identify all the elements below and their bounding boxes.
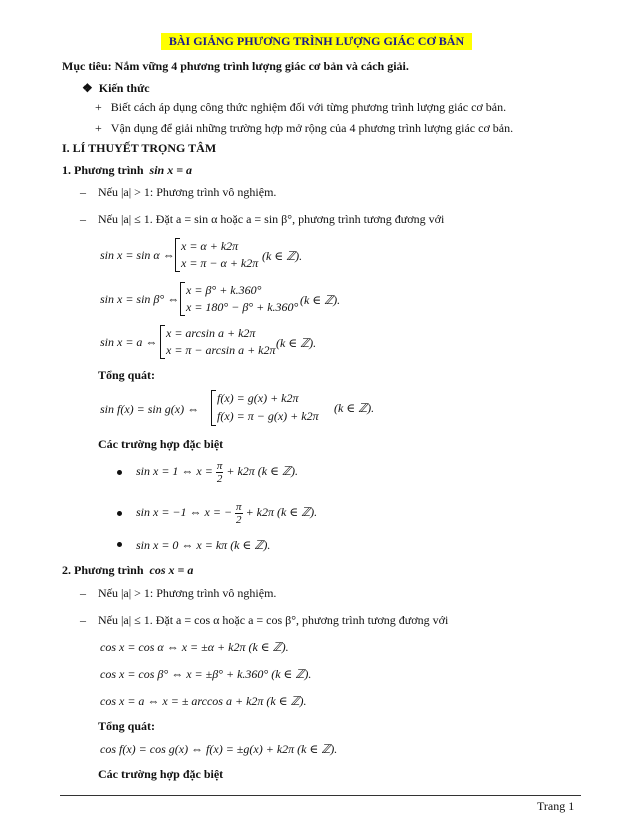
sin-special-2: sin x = −1 ⇔ x = − $\frac{\pi}{2}$ + k2π (k ∈ ℤ). [136, 500, 318, 526]
sin-eq1-lhs: sin x = sin α ⇔ [100, 248, 175, 262]
brace-icon [175, 238, 180, 272]
sin-eq1-k: (k ∈ ℤ). [262, 249, 303, 263]
dash-icon: – [80, 613, 86, 627]
cos-case-1: Nếu |a| > 1: Phương trình vô nghiệm. [98, 586, 277, 600]
sin-general-line2: f(x) = π − g(x) + k2π [217, 409, 319, 423]
cos-case-2: Nếu |a| ≤ 1. Đặt a = cos α hoặc a = cos β°, phương trình tương đương với [98, 613, 449, 627]
brace-icon [160, 325, 165, 359]
sin-special-1: sin x = 1 ⇔ x = $\frac{\pi}{2}$ + k2π (k ∈ ℤ). [136, 459, 298, 485]
dash-icon: – [80, 212, 86, 226]
subsection-heading-cos: 2. Phương trình cos x = a [62, 563, 194, 577]
sin-eq3-lhs: sin x = a ⇔ [100, 335, 158, 349]
sin-eq2-line1: x = β° + k.360° [186, 283, 262, 297]
sin-eq1-line1: x = α + k2π [181, 239, 239, 253]
section-heading-1: I. LÍ THUYẾT TRỌNG TÂM [62, 141, 217, 155]
cos-general-label: Tổng quát: [98, 719, 156, 733]
knowledge-item-1: + Biết cách áp dụng công thức nghiệm đối với từng phương trình lượng giác cơ bản. [95, 100, 507, 114]
knowledge-label: Kiến thức [98, 81, 150, 95]
diamond-bullet-icon: ❖ [82, 81, 93, 95]
objective: Mục tiêu: Nắm vững 4 phương trình lượng giác cơ bản và cách giải. [62, 59, 409, 73]
knowledge-heading [82, 81, 150, 95]
sin-case-1: Nếu |a| > 1: Phương trình vô nghiệm. [98, 185, 277, 199]
sin-eq2-k: (k ∈ ℤ). [300, 293, 341, 307]
cos-eq2: cos x = cos β° ⇔ x = ±β° + k.360° (k ∈ ℤ). [100, 667, 312, 681]
footer-rule [60, 795, 581, 796]
sin-case-2: Nếu |a| ≤ 1. Đặt a = sin α hoặc a = sin β°, phương trình tương đương với [98, 212, 445, 226]
sin-general-k: (k ∈ ℤ). [334, 401, 375, 415]
sin-general-lhs: sin f(x) = sin g(x) ⇔ [100, 402, 200, 416]
fraction: $\frac{\pi}{2}$ [216, 459, 223, 485]
cos-special-label: Các trường hợp đặc biệt [98, 767, 224, 781]
sin-special-3: sin x = 0 ⇔ x = kπ (k ∈ ℤ). [136, 538, 271, 552]
subsection-heading-sin: 1. Phương trình sin x = a [62, 163, 193, 177]
sin-eq2-line2: x = 180° − β° + k.360° [186, 300, 299, 314]
sin-eq2-lhs: sin x = sin β° ⇔ [100, 292, 180, 306]
page-number: Trang 1 [537, 799, 575, 813]
brace-icon [180, 282, 185, 316]
sin-general-label: Tổng quát: [98, 368, 156, 382]
bullet-icon [117, 511, 122, 516]
cos-general: cos f(x) = cos g(x) ⇔ f(x) = ±g(x) + k2π (k ∈ ℤ). [100, 742, 338, 756]
brace-icon [211, 390, 216, 426]
dash-icon: – [80, 185, 86, 199]
cos-eq3: cos x = a ⇔ x = ± arccos a + k2π (k ∈ ℤ). [100, 694, 307, 708]
sin-eq3-line1: x = arcsin a + k2π [166, 326, 256, 340]
dash-icon: – [80, 586, 86, 600]
fraction: $\frac{\pi}{2}$ [236, 500, 242, 526]
bullet-icon [117, 542, 122, 547]
page-title: BÀI GIẢNG PHƯƠNG TRÌNH LƯỢNG GIÁC CƠ BẢN [161, 33, 472, 50]
sin-eq1-line2: x = π − α + k2π [181, 256, 259, 270]
knowledge-item-2: + Vận dụng để giải những trường hợp mở rộng của 4 phương trình lượng giác cơ bản. [95, 121, 514, 135]
sin-eq3-k: (k ∈ ℤ). [276, 336, 317, 350]
bullet-icon [117, 470, 122, 475]
cos-eq1: cos x = cos α ⇔ x = ±α + k2π (k ∈ ℤ). [100, 640, 289, 654]
sin-special-label: Các trường hợp đặc biệt [98, 437, 224, 451]
sin-general-line1: f(x) = g(x) + k2π [217, 391, 299, 405]
sin-eq3-line2: x = π − arcsin a + k2π [166, 343, 276, 357]
